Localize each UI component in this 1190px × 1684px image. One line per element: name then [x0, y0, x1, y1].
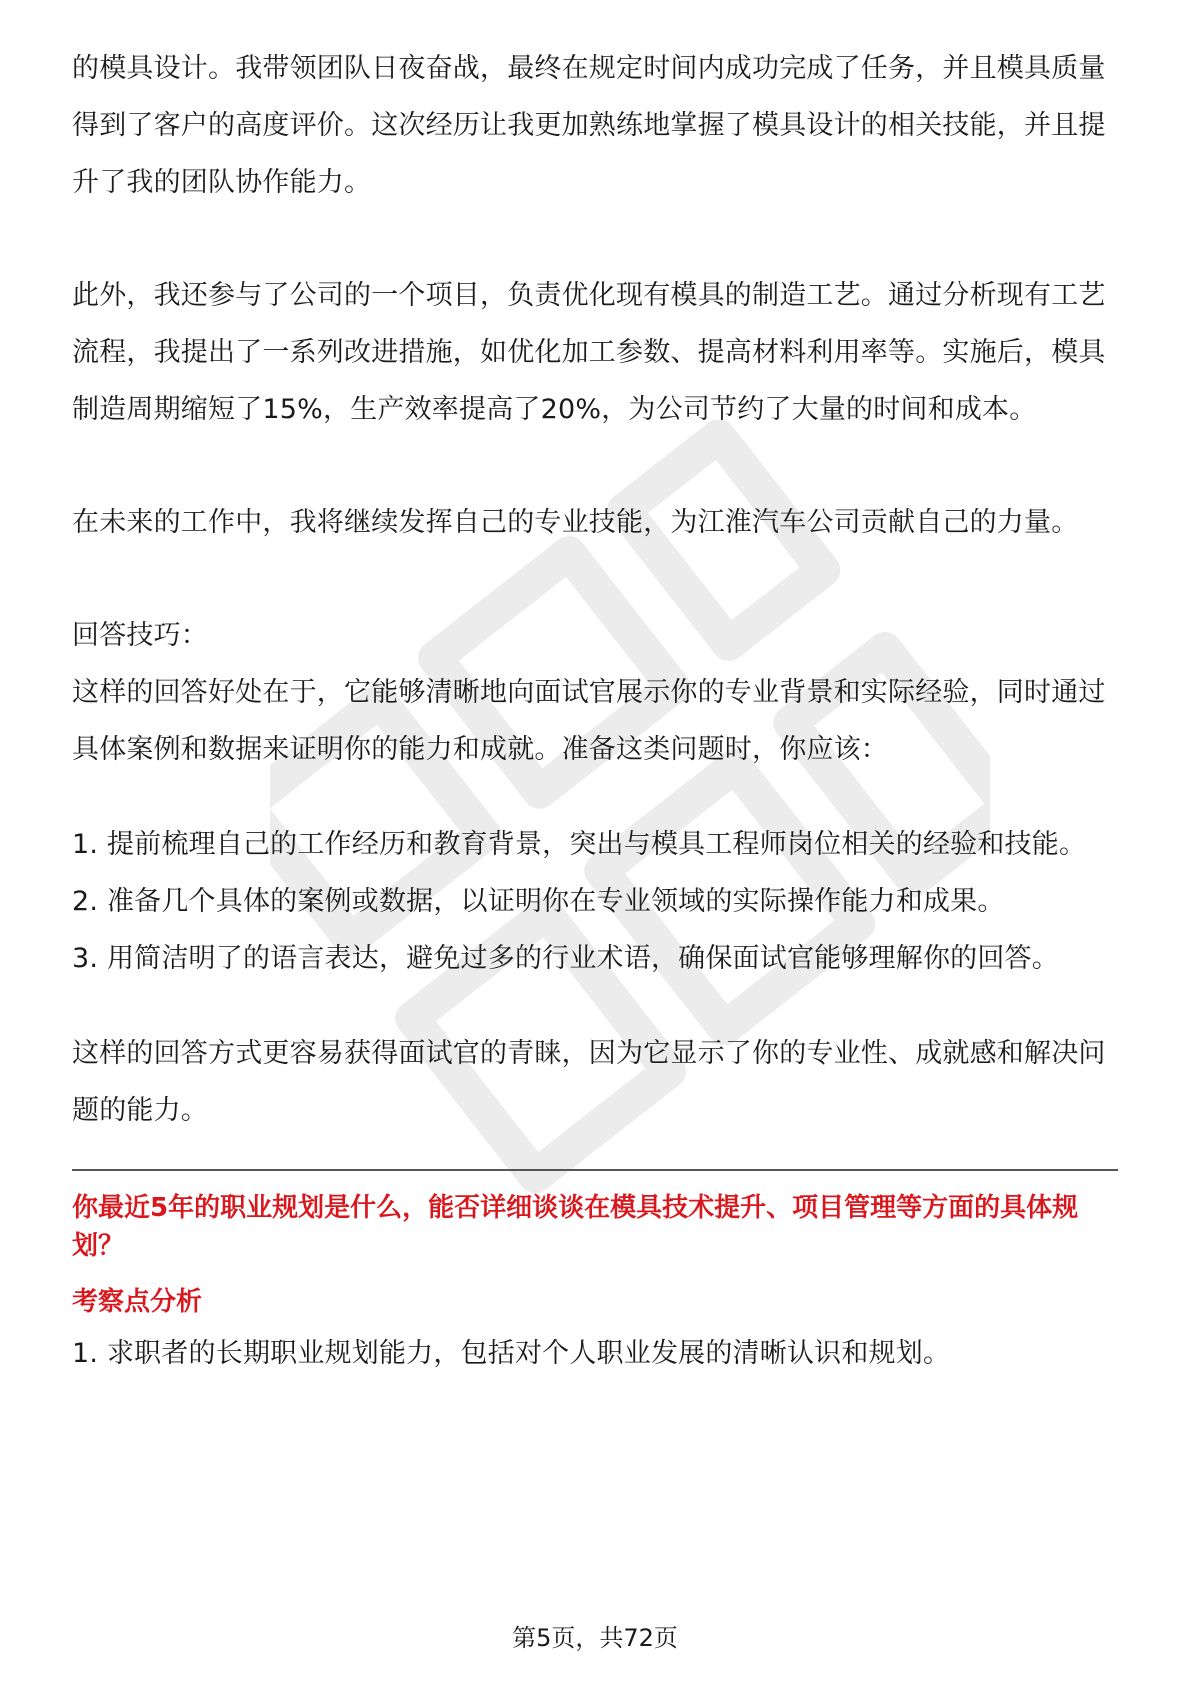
list-item: 3. 用简洁明了的语言表达，避免过多的行业术语，确保面试官能够理解你的回答。	[72, 943, 1059, 974]
paragraph-process-optimization: 此外，我还参与了公司的一个项目，负责优化现有模具的制造工艺。通过分析现有工艺流程，我提出了一系列改进措施，如优化加工参数、提高材料利用率等。实施后，模具制造周期缩短了15%，生产效率提高了20%，为公司节约了大量的时间和成本。	[72, 280, 1106, 425]
tips-label: 回答技巧：	[72, 620, 208, 651]
paragraph-future-work: 在未来的工作中，我将继续发挥自己的专业技能，为江淮汽车公司贡献自己的力量。	[72, 507, 1079, 538]
list-item: 2. 准备几个具体的案例或数据，以证明你在专业领域的实际操作能力和成果。	[72, 886, 1005, 917]
page-number: 第5页，共72页	[512, 1624, 678, 1652]
paragraph-conclusion: 这样的回答方式更容易获得面试官的青睐，因为它显示了你的专业性、成就感和解决问题的能力。	[72, 1038, 1106, 1126]
paragraph-project-experience: 的模具设计。我带领团队日夜奋战，最终在规定时间内成功完成了任务，并且模具质量得到了客户的高度评价。这次经历让我更加熟练地掌握了模具设计的相关技能，并且提升了我的团队协作能力。	[72, 53, 1106, 198]
analysis-heading: 考察点分析	[72, 1287, 203, 1317]
list-item: 1. 提前梳理自己的工作经历和教育背景，突出与模具工程师岗位相关的经验和技能。	[72, 829, 1087, 860]
interview-question: 你最近5年的职业规划是什么，能否详细谈谈在模具技术提升、项目管理等方面的具体规划？	[72, 1193, 1079, 1261]
paragraph-tips-intro: 这样的回答好处在于，它能够清晰地向面试官展示你的专业背景和实际经验，同时通过具体案例和数据来证明你的能力和成就。准备这类问题时，你应该：	[72, 677, 1106, 765]
document-page	[72, 40, 1118, 1382]
section-divider	[72, 1169, 1118, 1171]
analysis-item: 1. 求职者的长期职业规划能力，包括对个人职业发展的清晰认识和规划。	[72, 1338, 951, 1369]
